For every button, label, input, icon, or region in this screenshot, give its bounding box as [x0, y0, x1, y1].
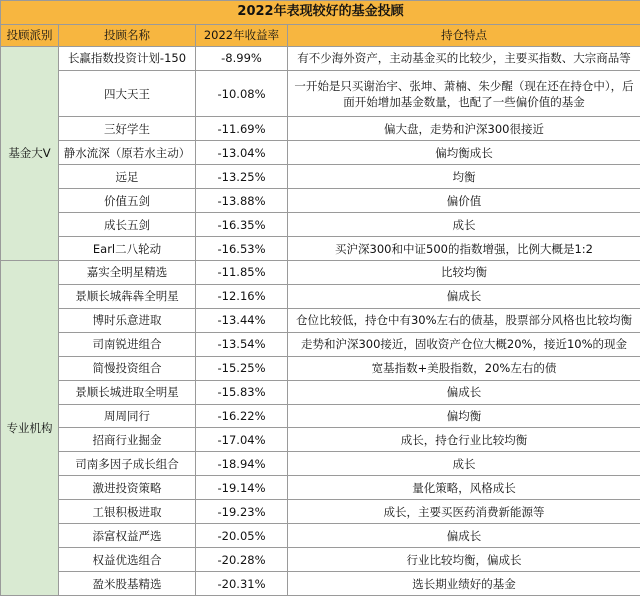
name-cell: 工银积极进取	[59, 500, 196, 524]
table-row	[1, 237, 640, 261]
name-cell: 添富权益严选	[59, 524, 196, 548]
table-row	[1, 141, 640, 165]
name-cell: 远足	[59, 165, 196, 189]
table-row	[1, 524, 640, 548]
name-cell: 长赢指数投资计划-150	[59, 46, 196, 70]
name-cell: 博时乐意进取	[59, 308, 196, 332]
feature-cell: 行业比较均衡，偏成长	[288, 548, 640, 572]
return-cell: -13.88%	[196, 189, 288, 213]
table-row	[1, 428, 640, 452]
name-cell: 招商行业掘金	[59, 428, 196, 452]
feature-cell: 成长，持仓行业比较均衡	[288, 428, 640, 452]
name-cell: 价值五剑	[59, 189, 196, 213]
feature-cell: 偏均衡成长	[288, 141, 640, 165]
header-features: 持仓特点	[288, 24, 640, 46]
table-row	[1, 261, 640, 285]
feature-cell: 一开始是只买谢治宇、张坤、萧楠、朱少醒（现在还在持仓中），后面开始增加基金数量，也配了一些偏价值的基金	[288, 70, 640, 117]
feature-cell: 偏均衡	[288, 404, 640, 428]
table-row	[1, 165, 640, 189]
title-row	[1, 1, 640, 25]
feature-cell: 量化策略，风格成长	[288, 476, 640, 500]
return-cell: -13.25%	[196, 165, 288, 189]
header-category: 投顾派别	[1, 24, 59, 46]
return-cell: -19.23%	[196, 500, 288, 524]
name-cell: 静水流深（原若水主动）	[59, 141, 196, 165]
return-cell: -20.28%	[196, 548, 288, 572]
return-cell: -8.99%	[196, 46, 288, 70]
feature-cell: 偏价值	[288, 189, 640, 213]
return-cell: -20.31%	[196, 572, 288, 596]
feature-cell: 宽基指数+美股指数，20%左右的债	[288, 356, 640, 380]
table-row	[1, 213, 640, 237]
table-row	[1, 452, 640, 476]
feature-cell: 成长，主要买医药消费新能源等	[288, 500, 640, 524]
feature-cell: 选长期业绩好的基金	[288, 572, 640, 596]
name-cell: 权益优选组合	[59, 548, 196, 572]
header-name: 投顾名称	[59, 24, 196, 46]
feature-cell: 偏成长	[288, 524, 640, 548]
return-cell: -16.53%	[196, 237, 288, 261]
table-row	[1, 548, 640, 572]
return-cell: -12.16%	[196, 284, 288, 308]
feature-cell: 偏大盘，走势和沪深300很接近	[288, 117, 640, 141]
return-cell: -15.25%	[196, 356, 288, 380]
name-cell: 周周同行	[59, 404, 196, 428]
table-row	[1, 46, 640, 70]
feature-cell: 买沪深300和中证500的指数增强，比例大概是1:2	[288, 237, 640, 261]
table-row	[1, 70, 640, 117]
return-cell: -19.14%	[196, 476, 288, 500]
header-row	[1, 24, 640, 46]
return-cell: -11.69%	[196, 117, 288, 141]
table-row	[1, 404, 640, 428]
name-cell: 司南锐进组合	[59, 332, 196, 356]
name-cell: 景顺长城进取全明星	[59, 380, 196, 404]
name-cell: Earl二八轮动	[59, 237, 196, 261]
name-cell: 成长五剑	[59, 213, 196, 237]
return-cell: -17.04%	[196, 428, 288, 452]
feature-cell: 有不少海外资产，主动基金买的比较少，主要买指数、大宗商品等	[288, 46, 640, 70]
feature-cell: 成长	[288, 213, 640, 237]
feature-cell: 偏成长	[288, 380, 640, 404]
table-title: 2022年表现较好的基金投顾	[1, 1, 640, 25]
header-return: 2022年收益率	[196, 24, 288, 46]
table-row	[1, 476, 640, 500]
table-row	[1, 356, 640, 380]
return-cell: -13.04%	[196, 141, 288, 165]
return-cell: -20.05%	[196, 524, 288, 548]
name-cell: 四大天王	[59, 70, 196, 117]
feature-cell: 走势和沪深300接近，固收资产仓位大概20%，接近10%的现金	[288, 332, 640, 356]
return-cell: -16.22%	[196, 404, 288, 428]
table-row	[1, 117, 640, 141]
return-cell: -16.35%	[196, 213, 288, 237]
name-cell: 嘉实全明星精选	[59, 261, 196, 285]
return-cell: -13.44%	[196, 308, 288, 332]
name-cell: 盈米股基精选	[59, 572, 196, 596]
return-cell: -11.85%	[196, 261, 288, 285]
feature-cell: 比较均衡	[288, 261, 640, 285]
feature-cell: 仓位比较低，持仓中有30%左右的债基，股票部分风格也比较均衡	[288, 308, 640, 332]
name-cell: 司南多因子成长组合	[59, 452, 196, 476]
category-cell: 专业机构	[1, 261, 59, 596]
name-cell: 激进投资策略	[59, 476, 196, 500]
name-cell: 简慢投资组合	[59, 356, 196, 380]
name-cell: 景顺长城犇犇全明星	[59, 284, 196, 308]
name-cell: 三好学生	[59, 117, 196, 141]
return-cell: -13.54%	[196, 332, 288, 356]
return-cell: -18.94%	[196, 452, 288, 476]
return-cell: -10.08%	[196, 70, 288, 117]
feature-cell: 成长	[288, 452, 640, 476]
table-row	[1, 572, 640, 596]
feature-cell: 均衡	[288, 165, 640, 189]
table-row	[1, 189, 640, 213]
feature-cell: 偏成长	[288, 284, 640, 308]
category-cell: 基金大V	[1, 46, 59, 260]
table-row	[1, 308, 640, 332]
return-cell: -15.83%	[196, 380, 288, 404]
table-row	[1, 332, 640, 356]
table-row	[1, 284, 640, 308]
table-row	[1, 500, 640, 524]
table-row	[1, 380, 640, 404]
